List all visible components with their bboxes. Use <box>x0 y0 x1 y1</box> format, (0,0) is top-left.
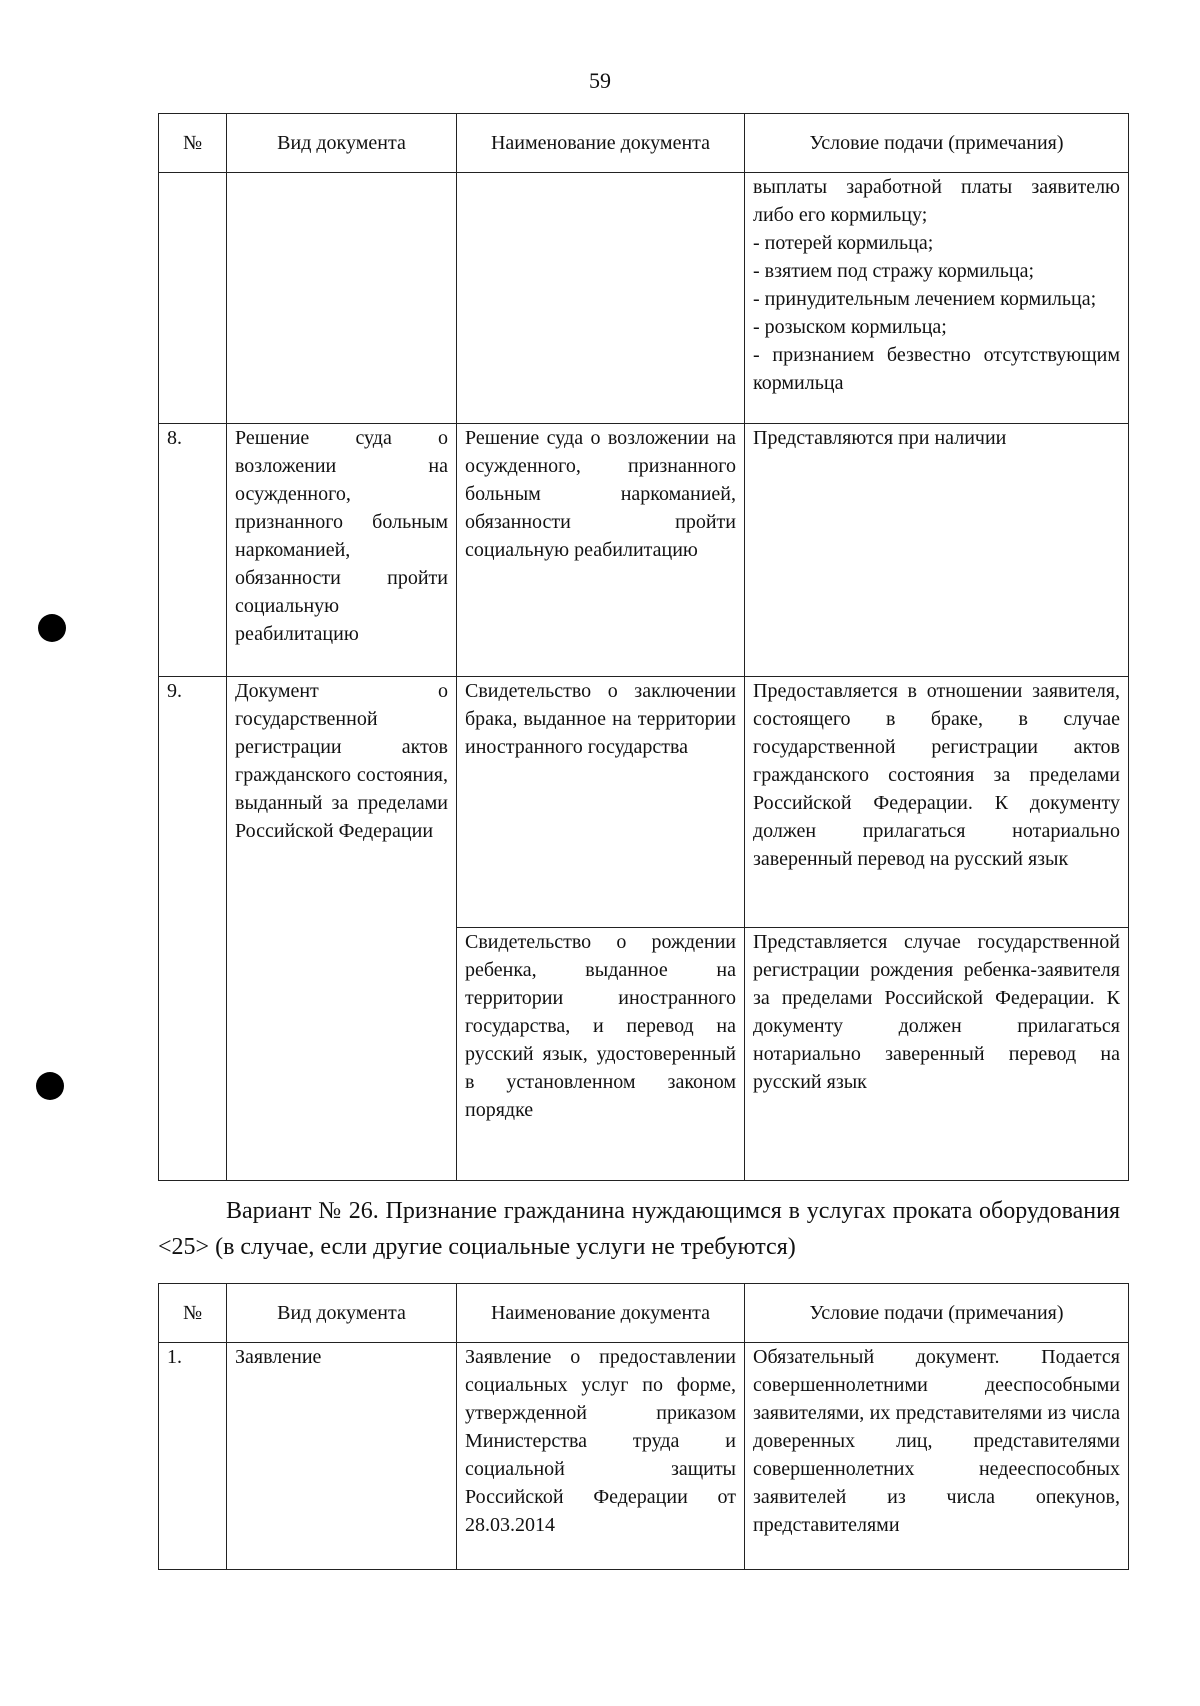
cell-document-name: Свидетельство о заключении брака, выданное на территории иностранного государства <box>457 677 745 928</box>
variant-heading: Вариант № 26. Признание гражданина нуждающимся в услугах проката оборудования <25> (в случае, если другие социальные услуги не требуются) <box>158 1198 1120 1260</box>
cell-document-type: Документ о государственной регистрации актов гражданского состояния, выданный за пределами Российской Федерации <box>227 677 457 1181</box>
documents-table-continued <box>158 113 1129 1181</box>
header-document-type: Вид документа <box>227 1284 457 1343</box>
cell-document-type: Решение суда о возложении на осужденного, признанного больным наркоманией, обязанности пройти социальную реабилитацию <box>227 424 457 677</box>
condition-line: выплаты заработной платы заявителю либо его кормильцу; <box>753 176 1120 226</box>
table-row <box>159 1343 1129 1570</box>
cell-empty <box>159 173 227 424</box>
table-row-continuation <box>159 173 1129 424</box>
cell-document-type: Заявление <box>227 1343 457 1570</box>
cell-num: 1. <box>159 1343 227 1570</box>
cell-empty <box>457 173 745 424</box>
cell-condition: Предоставляется в отношении заявителя, состоящего в браке, в случае государственной регистрации актов гражданского состояния за пределами Российской Федерации. К документу должен прилагаться нотариально заверенный перевод на русский язык <box>745 677 1129 928</box>
header-document-type: Вид документа <box>227 114 457 173</box>
table-row <box>159 424 1129 677</box>
cell-document-name: Заявление о предоставлении социальных услуг по форме, утвержденной приказом Министерства труда и социальной защиты Российской Федерации от 28.03.2014 <box>457 1343 745 1570</box>
cell-empty <box>227 173 457 424</box>
condition-line: - потерей кормильца; <box>753 232 934 254</box>
condition-line: - принудительным лечением кормильца; <box>753 288 1097 310</box>
cell-document-name: Решение суда о возложении на осужденного, признанного больным наркоманией, обязанности пройти социальную реабилитацию <box>457 424 745 677</box>
cell-condition: Представляется случае государственной регистрации рождения ребенка-заявителя за пределами Российской Федерации. К документу должен прилагаться нотариально заверенный перевод на русский язык <box>745 928 1129 1181</box>
cell-num: 9. <box>159 677 227 1181</box>
table-header-row <box>159 114 1129 173</box>
cell-document-name: Свидетельство о рождении ребенка, выданное на территории иностранного государства, и перевод на русский язык, удостоверенный в установленном законом порядке <box>457 928 745 1181</box>
cell-condition <box>745 173 1129 424</box>
header-num: № <box>159 1284 227 1343</box>
cell-num: 8. <box>159 424 227 677</box>
header-document-name: Наименование документа <box>457 114 745 173</box>
condition-line: - взятием под стражу кормильца; <box>753 260 1035 282</box>
condition-line: - признанием безвестно отсутствующим кормильца <box>753 344 1120 394</box>
header-num: № <box>159 114 227 173</box>
header-document-name: Наименование документа <box>457 1284 745 1343</box>
table-header-row <box>159 1284 1129 1343</box>
cell-condition: Представляются при наличии <box>745 424 1129 677</box>
table-row <box>159 677 1129 928</box>
punch-hole-lower <box>36 1072 64 1100</box>
header-condition: Условие подачи (примечания) <box>745 114 1129 173</box>
condition-line: - розыском кормильца; <box>753 316 947 338</box>
cell-condition: Обязательный документ. Подается совершеннолетними дееспособными заявителями, их представителями из числа доверенных лиц, представителями совершеннолетних недееспособных заявителей из числа опекунов, представителями <box>745 1343 1129 1570</box>
page-number: 59 <box>589 68 611 93</box>
documents-table-variant-26 <box>158 1283 1129 1570</box>
punch-hole-upper <box>38 614 66 642</box>
header-condition: Условие подачи (примечания) <box>745 1284 1129 1343</box>
